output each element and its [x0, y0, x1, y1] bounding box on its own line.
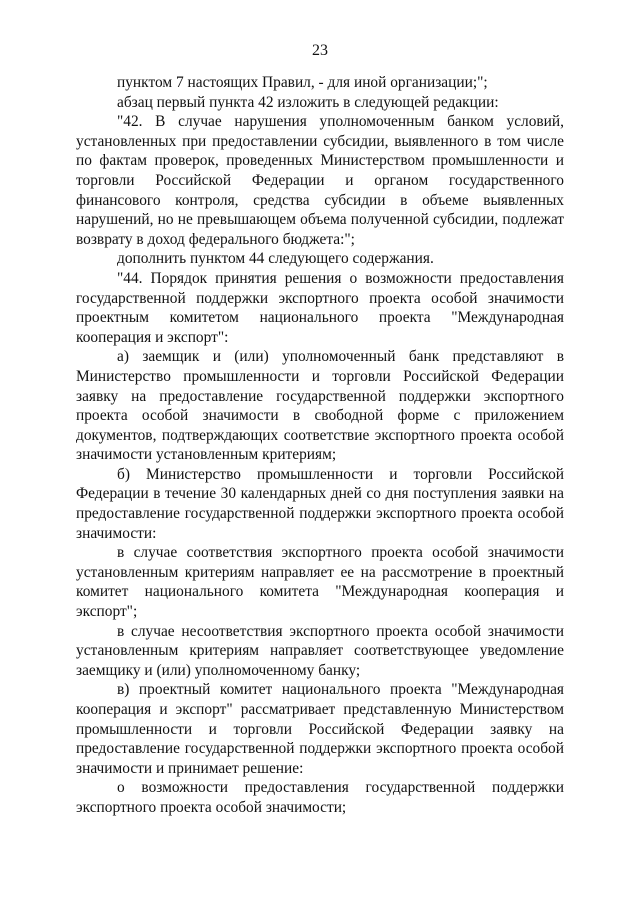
- paragraph: в случае несоответствия экспортного проекта особой значимости установленным критериям направляет соответствующее уведомление заемщику и (или) уполномоченному банку;: [76, 622, 564, 679]
- paragraph: б) Министерство промышленности и торговли Российской Федерации в течение 30 календарных дней со дня поступления заявки на предоставление государственной поддержки экспортного проекта особой значимости:: [76, 465, 564, 542]
- paragraph: дополнить пунктом 44 следующего содержания.: [117, 250, 434, 268]
- paragraph: в случае соответствия экспортного проекта особой значимости установленным критериям направляет ее на рассмотрение в проектный комитет национального комитета "Международная кооперация и экспорт";: [76, 544, 564, 621]
- paragraph: в) проектный комитет национального проекта "Международная кооперация и экспорт" рассматривает представленную Министерством промышленности и торговли Российской Федерации заявку на предоставление государственной поддержки экспортного проекта особой значимости и принимает решение:: [76, 681, 564, 777]
- paragraph: о возможности предоставления государственной поддержки экспортного проекта особой значимости;: [76, 779, 564, 816]
- paragraph: "42. В случае нарушения уполномоченным банком условий, установленных при предоставлении субсидии, выявленного в том числе по фактам проверок, проведенных Министерством промышленности и торговли Российской Федерации и органом государственного финансового контроля, средства субсидии в объеме выявленных нарушений, но не превышающем объема полученной субсидии, подлежат возврату в доход федерального бюджета:";: [76, 113, 564, 248]
- paragraph: а) заемщик и (или) уполномоченный банк представляют в Министерство промышленности и торговли Российской Федерации заявку на предоставление государственной поддержки экспортного проекта особой значимости в свободной форме с приложением документов, подтверждающих соответствие экспортного проекта особой значимости установленным критериям;: [76, 348, 564, 464]
- paragraph: "44. Порядок принятия решения о возможности предоставления государственной поддержки экспортного проекта особой значимости проектным комитетом национального проекта "Международная кооперация и экспорт":: [76, 269, 564, 346]
- paragraph: пунктом 7 настоящих Правил, - для иной организации;";: [117, 74, 488, 91]
- page-number: 23: [312, 42, 328, 59]
- body-text: [76, 73, 564, 818]
- paragraph: абзац первый пункта 42 изложить в следующей редакции:: [117, 93, 499, 111]
